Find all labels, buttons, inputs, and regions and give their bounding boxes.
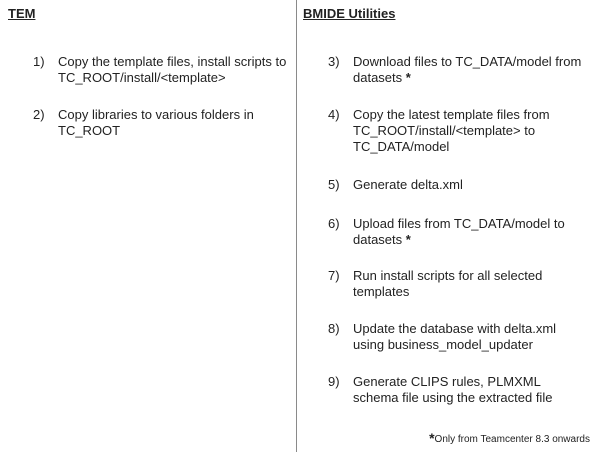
step-text-body: Upload files from TC_DATA/model to datasets	[353, 216, 565, 247]
step-text: Update the database with delta.xml using business_model_updater	[353, 321, 557, 352]
step-number: 6)	[328, 216, 340, 231]
step-number: 3)	[328, 54, 340, 69]
footnote-star-marker: *	[405, 232, 411, 247]
step-text: Generate delta.xml	[353, 177, 463, 192]
step-number: 9)	[328, 374, 340, 389]
footnote-text: Only from Teamcenter 8.3 onwards	[434, 434, 590, 445]
step-text	[353, 54, 588, 86]
step-number: 4)	[328, 107, 340, 122]
step-text-body: Download files to TC_DATA/model from datasets	[353, 54, 582, 85]
step-number: 2)	[33, 107, 45, 122]
bmide-column-title: BMIDE Utilities	[303, 6, 396, 21]
step-text: Generate CLIPS rules, PLMXML schema file using the extracted file	[353, 374, 553, 405]
step-text: Copy the latest template files from TC_ROOT/install/<template> to TC_DATA/model	[353, 107, 550, 154]
column-divider	[296, 0, 297, 452]
step-number: 8)	[328, 321, 340, 336]
footnote-star-marker: *	[405, 70, 411, 85]
step-text: Copy libraries to various folders in TC_ROOT	[58, 107, 254, 138]
tem-column-title: TEM	[8, 6, 36, 21]
step-text	[353, 216, 588, 248]
step-number: 1)	[33, 54, 45, 69]
footnote-star: *	[429, 430, 435, 446]
step-text: Copy the template files, install scripts to TC_ROOT/install/<template>	[58, 54, 287, 85]
step-number: 7)	[328, 268, 340, 283]
footnote	[429, 430, 590, 446]
step-text: Run install scripts for all selected templates	[353, 268, 543, 299]
step-number: 5)	[328, 177, 340, 192]
